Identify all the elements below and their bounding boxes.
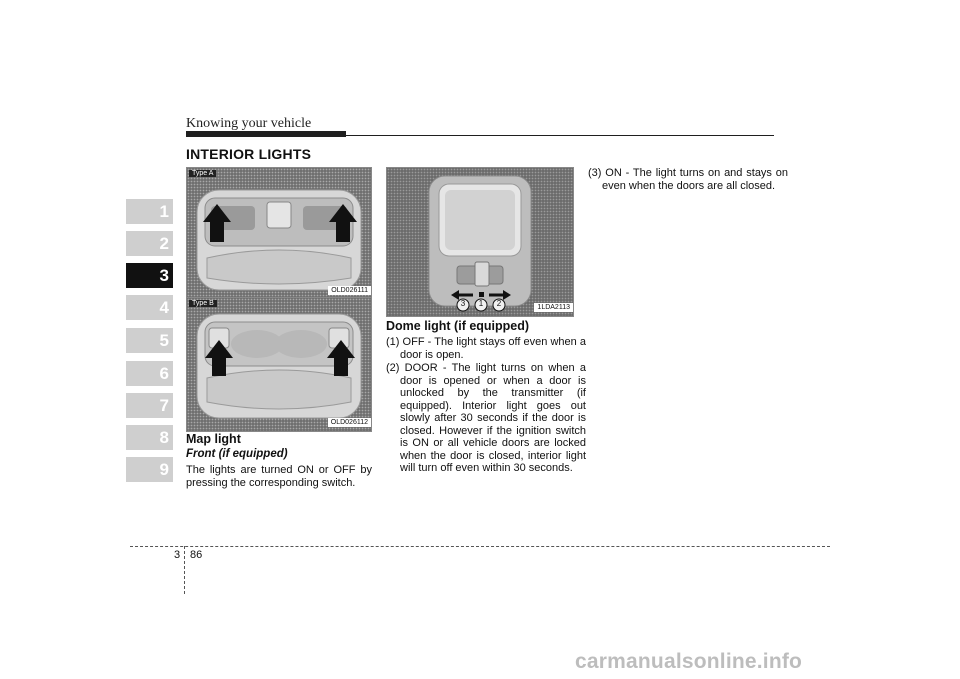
dome-light-title: Dome light (if equipped): [386, 319, 530, 333]
dome-item-door: (2) DOOR - The light turns on when a door is opened or when a door is unlocked by the transmitter (if equipped). Interior light goes out slowly after 30 seconds if the door is closed. However if the ignition switch is ON or all vehicle doors are locked when the door is closed, interior light will turn off even within 30 seconds.: [386, 362, 586, 474]
overhead-console-illustration-b: [187, 298, 371, 431]
header-bar: [186, 131, 346, 137]
page-heading: INTERIOR LIGHTS: [186, 146, 312, 162]
figure-type-a: [186, 167, 372, 299]
figure-type-b: [186, 297, 372, 432]
chapter-tab-6[interactable]: 6: [126, 361, 173, 386]
chapter-tab-5[interactable]: 5: [126, 328, 173, 353]
figure-label-type-a: Type A: [189, 170, 216, 177]
dome-item-off: (1) OFF - The light stays off even when a door is open.: [386, 336, 586, 361]
section-title: Knowing your vehicle: [186, 116, 312, 131]
figure-dome-light: [386, 167, 574, 317]
header-rule: [346, 135, 774, 136]
dome-item-on: (3) ON - The light turns on and stays on even when the doors are all closed.: [588, 167, 788, 192]
chapter-tab-4[interactable]: 4: [126, 295, 173, 320]
chapter-tab-8[interactable]: 8: [126, 425, 173, 450]
dome-marker-3: 3: [460, 299, 466, 308]
figure-code-type-a: OLD026111: [328, 286, 371, 295]
dome-marker-2: 2: [496, 299, 502, 308]
map-light-title: Map light: [186, 432, 241, 446]
chapter-tab-3[interactable]: 3: [126, 263, 173, 288]
map-light-body: The lights are turned ON or OFF by pressing the corresponding switch.: [186, 464, 372, 489]
chapter-tab-2[interactable]: 2: [126, 231, 173, 256]
chapter-tab-7[interactable]: 7: [126, 393, 173, 418]
chapter-tab-9[interactable]: 9: [126, 457, 173, 482]
map-light-subtitle: Front (if equipped): [186, 448, 288, 460]
watermark: carmanualsonline.info: [575, 650, 803, 673]
dome-light-illustration: [387, 168, 573, 316]
footer-chapter-number: 3: [174, 549, 181, 561]
footer-divider: [184, 546, 185, 594]
figure-code-dome: 1LDA2113: [534, 303, 573, 312]
chapter-tab-1[interactable]: 1: [126, 199, 173, 224]
footer-page-number: 86: [190, 549, 203, 561]
overhead-console-illustration: [187, 168, 371, 298]
figure-label-type-b: Type B: [189, 300, 217, 307]
dome-marker-1: 1: [478, 299, 484, 308]
figure-code-type-b: OLD026112: [328, 418, 371, 427]
footer-rule: [130, 546, 830, 547]
